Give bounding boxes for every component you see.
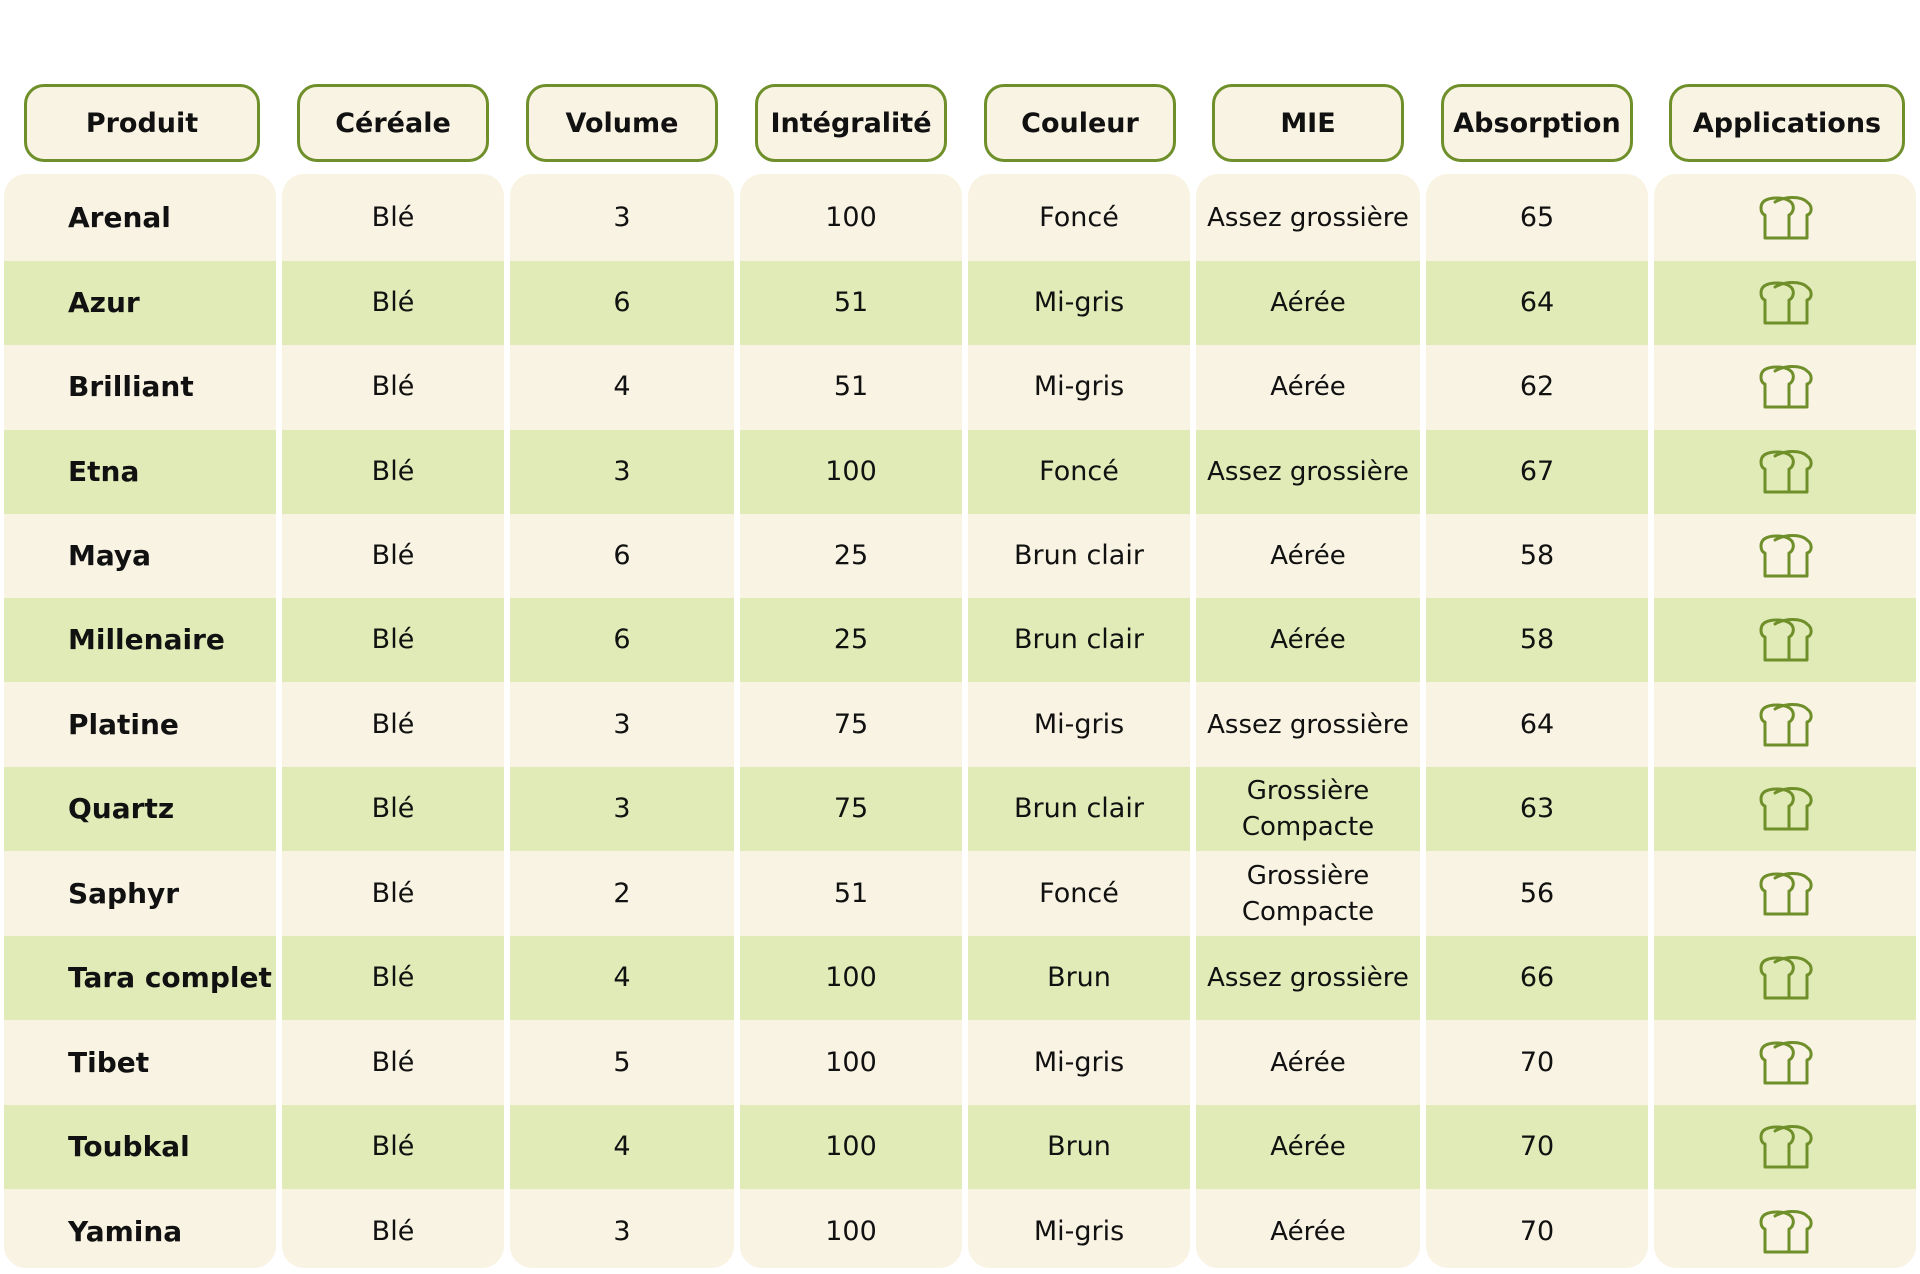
table-cell-absorption: 64 [1519, 287, 1555, 318]
table-cell-volume: 4 [613, 962, 631, 993]
table-cell-absorption: 67 [1519, 456, 1555, 487]
table-cell-integralite: 25 [833, 540, 869, 571]
table-cell-cereale: Blé [371, 456, 415, 487]
table-cell-integralite: 100 [825, 202, 877, 233]
product-name-cell: Platine [68, 708, 179, 741]
column-header-cereale: Céréale [297, 84, 489, 162]
bread-loaf-icon [1654, 767, 1916, 851]
table-cell-mie: Aérée [1270, 372, 1346, 402]
table-cell-mie: Aérée [1270, 1132, 1346, 1162]
table-cell-volume: 3 [613, 1216, 631, 1247]
column-header-volume: Volume [526, 84, 718, 162]
table-cell-couleur: Mi-gris [1033, 1216, 1125, 1247]
table-cell-integralite: 51 [833, 878, 869, 909]
column-header-absorption: Absorption [1441, 84, 1633, 162]
table-cell-mie: Aérée [1270, 541, 1346, 571]
table-cell-absorption: 63 [1519, 793, 1555, 824]
table-cell-cereale: Blé [371, 540, 415, 571]
table-cell-volume: 5 [613, 1047, 631, 1078]
table-cell-mie: Assez grossière [1207, 710, 1409, 740]
column-header-couleur: Couleur [984, 84, 1176, 162]
table-cell-mie: Grossière Compacte [1241, 861, 1375, 927]
table-cell-couleur: Mi-gris [1033, 371, 1125, 402]
table-cell-absorption: 66 [1519, 962, 1555, 993]
table-cell-cereale: Blé [371, 1216, 415, 1247]
product-name-cell: Millenaire [68, 623, 225, 656]
table-cell-absorption: 58 [1519, 624, 1555, 655]
bread-loaf-icon [1654, 852, 1916, 936]
table-cell-volume: 4 [613, 1131, 631, 1162]
table-cell-mie: Aérée [1270, 625, 1346, 655]
table-cell-absorption: 64 [1519, 709, 1555, 740]
table-cell-volume: 6 [613, 540, 631, 571]
bread-loaf-icon [1654, 176, 1916, 260]
table-cell-volume: 6 [613, 287, 631, 318]
table-cell-integralite: 51 [833, 287, 869, 318]
table-cell-absorption: 62 [1519, 371, 1555, 402]
table-cell-mie: Aérée [1270, 288, 1346, 318]
bread-loaf-icon [1654, 1190, 1916, 1274]
table-cell-integralite: 75 [833, 709, 869, 740]
table-cell-mie: Aérée [1270, 1048, 1346, 1078]
table-cell-integralite: 100 [825, 962, 877, 993]
table-cell-integralite: 75 [833, 793, 869, 824]
product-name-cell: Quartz [68, 792, 175, 825]
table-cell-volume: 3 [613, 202, 631, 233]
bread-loaf-icon [1654, 598, 1916, 682]
table-cell-mie: Aérée [1270, 1217, 1346, 1247]
table-cell-absorption: 70 [1519, 1216, 1555, 1247]
table-cell-volume: 3 [613, 456, 631, 487]
table-cell-couleur: Brun clair [1014, 540, 1144, 571]
table-cell-integralite: 51 [833, 371, 869, 402]
table-cell-volume: 6 [613, 624, 631, 655]
table-cell-cereale: Blé [371, 878, 415, 909]
product-name-cell: Tara complet [68, 961, 272, 994]
table-cell-couleur: Brun clair [1014, 793, 1144, 824]
table-cell-absorption: 65 [1519, 202, 1555, 233]
bread-loaf-icon [1654, 345, 1916, 429]
table-cell-volume: 3 [613, 709, 631, 740]
product-name-cell: Maya [68, 539, 152, 572]
table-cell-couleur: Brun [1047, 962, 1111, 993]
product-name-cell: Brilliant [68, 370, 194, 403]
table-cell-mie: Grossière Compacte [1241, 776, 1375, 842]
table-cell-mie: Assez grossière [1207, 203, 1409, 233]
table-cell-absorption: 56 [1519, 878, 1555, 909]
table-cell-volume: 2 [613, 878, 631, 909]
table-cell-cereale: Blé [371, 709, 415, 740]
table-cell-cereale: Blé [371, 1047, 415, 1078]
column-gutter [1916, 174, 1920, 1268]
table-cell-cereale: Blé [371, 962, 415, 993]
table-cell-couleur: Foncé [1039, 878, 1119, 909]
product-name-cell: Yamina [68, 1215, 183, 1248]
product-name-cell: Toubkal [68, 1130, 190, 1163]
product-name-cell: Etna [68, 455, 140, 488]
table-cell-integralite: 100 [825, 1131, 877, 1162]
table-cell-mie: Assez grossière [1207, 963, 1409, 993]
bread-loaf-icon [1654, 1021, 1916, 1105]
bread-loaf-icon [1654, 683, 1916, 767]
table-cell-absorption: 58 [1519, 540, 1555, 571]
bread-loaf-icon [1654, 936, 1916, 1020]
column-gutter [0, 174, 4, 1268]
table-cell-integralite: 100 [825, 1216, 877, 1247]
product-name-cell: Arenal [68, 201, 171, 234]
bread-loaf-icon [1654, 261, 1916, 345]
bread-loaf-icon [1654, 430, 1916, 514]
column-header-applications: Applications [1669, 84, 1905, 162]
table-cell-cereale: Blé [371, 793, 415, 824]
table-cell-couleur: Foncé [1039, 202, 1119, 233]
product-name-cell: Azur [68, 286, 140, 319]
table-cell-mie: Assez grossière [1207, 457, 1409, 487]
bread-loaf-icon [1654, 1105, 1916, 1189]
table-cell-couleur: Mi-gris [1033, 709, 1125, 740]
table-cell-cereale: Blé [371, 624, 415, 655]
column-header-produit: Produit [24, 84, 260, 162]
table-cell-couleur: Brun [1047, 1131, 1111, 1162]
bread-loaf-icon [1654, 514, 1916, 598]
table-cell-cereale: Blé [371, 371, 415, 402]
product-name-cell: Saphyr [68, 877, 180, 910]
table-cell-volume: 3 [613, 793, 631, 824]
table-cell-cereale: Blé [371, 1131, 415, 1162]
table-cell-couleur: Mi-gris [1033, 1047, 1125, 1078]
table-cell-absorption: 70 [1519, 1047, 1555, 1078]
table-cell-integralite: 100 [825, 456, 877, 487]
product-name-cell: Tibet [68, 1046, 150, 1079]
column-header-mie: MIE [1212, 84, 1404, 162]
table-cell-couleur: Mi-gris [1033, 287, 1125, 318]
table-cell-integralite: 100 [825, 1047, 877, 1078]
table-cell-cereale: Blé [371, 287, 415, 318]
table-cell-volume: 4 [613, 371, 631, 402]
column-header-integralite: Intégralité [755, 84, 947, 162]
table-cell-couleur: Foncé [1039, 456, 1119, 487]
table-cell-absorption: 70 [1519, 1131, 1555, 1162]
table-cell-integralite: 25 [833, 624, 869, 655]
table-cell-cereale: Blé [371, 202, 415, 233]
table-cell-couleur: Brun clair [1014, 624, 1144, 655]
